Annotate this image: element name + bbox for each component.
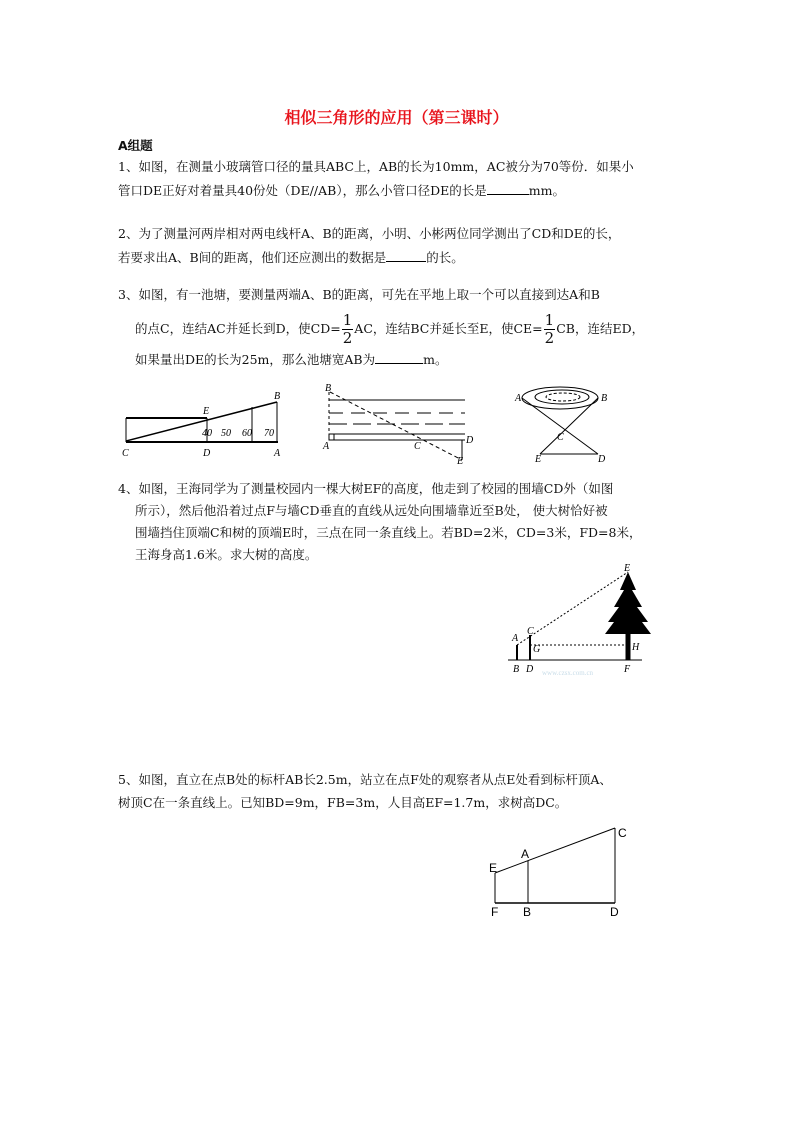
problem-3-text-c: CB，连结ED， — [556, 321, 645, 336]
fig3-label-d: D — [598, 454, 606, 465]
problem-5-line-2: 树顶C在一条直线上。已知BD=9m，FB=3m，人目高EF=1.7m，求树高DC。 — [118, 795, 568, 810]
fig2-label-a: A — [323, 441, 330, 452]
fig3-label-a: A — [515, 393, 522, 404]
problem-2-end: 的长。 — [426, 250, 464, 265]
problem-1-line-1: 1、如图，在测量小玻璃管口径的量具ABC上，AB的长为10mm，AC被分为70等份．如果小 — [118, 159, 634, 174]
problem-4-line-2: 所示），然后他沿着过点F与墙CD垂直的直线从远处向围墙靠近至B处， 使大树恰好被 — [135, 503, 608, 518]
fig5-label-a: A — [521, 847, 530, 861]
problem-4-line-4: 王海身高1.6米。求大树的高度。 — [135, 547, 318, 562]
fig5-label-d: D — [610, 905, 619, 919]
problem-2-text: 若要求出A、B间的距离，他们还应测出的数据是 — [118, 250, 387, 265]
fig4-label-c: C — [527, 626, 534, 637]
fig3-label-c: C — [557, 432, 564, 443]
fig5-label-b: B — [523, 905, 532, 919]
fig3-label-e: E — [535, 454, 542, 465]
problem-5-line-1: 5、如图，直立在点B处的标杆AB长2.5m，站立在点F处的观察者从点E处看到标杆顶A、 — [118, 772, 612, 787]
fig1-label-d: D — [203, 448, 211, 459]
fig1-label-e: E — [203, 406, 210, 417]
fig1-label-c: C — [122, 448, 129, 459]
fig1-tick-70: 70 — [264, 428, 274, 439]
problem-1-text: 管口DE正好对着量具40份处（DE//AB），那么小管口径DE的长是 — [118, 183, 487, 198]
group-heading: A组题 — [118, 138, 153, 153]
problem-3-line-1: 3、如图，有一池塘，要测量两端A、B的距离，可先在平地上取一个可以直接到达A和B — [118, 287, 600, 302]
problem-3-unit: m。 — [423, 352, 448, 367]
fig4-label-a: A — [512, 633, 519, 644]
fig4-label-b: B — [513, 664, 520, 675]
page-title: 相似三角形的应用（第三课时） — [284, 108, 509, 127]
fig4-label-g: G — [533, 644, 541, 655]
problem-3-text-a: 的点C，连结AC并延长到D，使CD= — [135, 321, 341, 336]
fraction-denominator: 2 — [544, 329, 555, 347]
fig2-label-b: B — [325, 383, 332, 394]
fig1-tick-40: 40 — [202, 428, 212, 439]
fig4-label-f: F — [624, 664, 631, 675]
fig5-label-e: E — [489, 861, 498, 875]
fig3-label-b: B — [601, 393, 608, 404]
fraction-denominator: 2 — [342, 329, 353, 347]
problem-4-line-3: 围墙挡住顶端C和树的顶端E时，三点在同一条直线上。若BD=2米，CD=3米，FD=8米， — [135, 525, 642, 540]
fig4-label-e: E — [624, 563, 631, 574]
fraction-numerator: 1 — [544, 311, 555, 329]
fig1-label-b: B — [274, 391, 281, 402]
fig1-tick-60: 60 — [242, 428, 252, 439]
problem-4-line-1: 4、如图，王海同学为了测量校园内一棵大树EF的高度，他走到了校园的围墙CD外（如图 — [118, 481, 614, 496]
fig4-label-h: H — [632, 642, 640, 653]
fig5-label-c: C — [618, 826, 627, 840]
fig2-label-e: E — [457, 456, 464, 467]
fig5-label-f: F — [491, 905, 499, 919]
watermark: www.czsx.com.cn — [542, 669, 594, 677]
problem-3-text: 如果量出DE的长为25m，那么池塘宽AB为 — [135, 352, 376, 367]
fig4-label-d: D — [526, 664, 534, 675]
problem-2-line-1: 2、为了测量河两岸相对两电线杆A、B的距离，小明、小彬两位同学测出了CD和DE的长， — [118, 226, 621, 241]
fig2-label-c: C — [414, 441, 421, 452]
fig1-label-a: A — [274, 448, 281, 459]
fraction-numerator: 1 — [342, 311, 353, 329]
fig2-label-d: D — [466, 435, 474, 446]
problem-1-unit: mm。 — [528, 183, 565, 198]
problem-3-text-b: AC，连结BC并延长至E，使CE= — [354, 321, 543, 336]
fig1-tick-50: 50 — [221, 428, 231, 439]
